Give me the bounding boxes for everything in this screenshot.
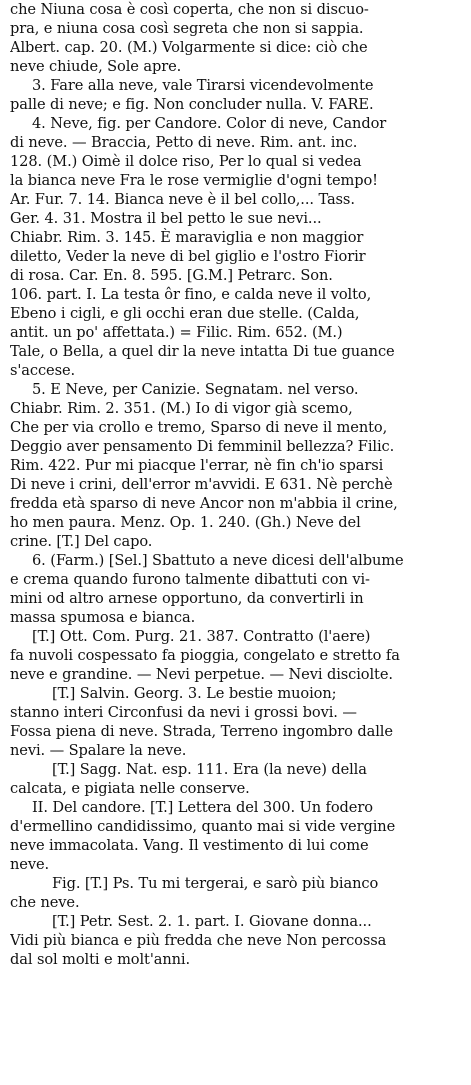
text-line: neve e grandine. — Nevi perpetue. — Nevi disciolte. <box>10 666 393 683</box>
text-line: [T.] Salvin. Georg. 3. Le bestie muoion; <box>52 685 337 702</box>
text-line: [T.] Sagg. Nat. esp. 111. Era (la neve) della <box>52 761 367 778</box>
text-line: Di neve i crini, dell'error m'avvidi. E 631. Nè perchè <box>10 476 393 493</box>
text-line: 106. part. I. La testa ôr fino, e calda neve il volto, <box>10 286 372 303</box>
text-line: Ar. Fur. 7. 14. Bianca neve è il bel collo,... Tass. <box>10 191 355 208</box>
text-line: Fossa piena di neve. Strada, Terreno ingombro dalle <box>10 723 393 740</box>
text-line: mini od altro arnese opportuno, da convertirli in <box>10 590 364 607</box>
text-line: diletto, Veder la neve di bel giglio e l'ostro Fiorir <box>10 248 366 265</box>
text-line: fredda età sparso di neve Ancor non m'abbia il crine, <box>10 495 398 512</box>
text-line: stanno interi Circonfusi da nevi i grossi bovi. — <box>10 704 357 721</box>
text-line: [T.] Ott. Com. Purg. 21. 387. Contratto (l'aere) <box>32 628 371 645</box>
text-line: che Niuna cosa è così coperta, che non si discuo- <box>10 1 369 18</box>
text-line: II. Del candore. [T.] Lettera del 300. Un fodero <box>32 799 373 816</box>
text-line: dal sol molti e molt'anni. <box>10 951 191 968</box>
text-line: palle di neve; e fig. Non concluder nulla. V. FARE. <box>10 96 374 113</box>
text-line: Chiabr. Rim. 3. 145. È maraviglia e non maggior <box>10 229 364 246</box>
text-line: nevi. — Spalare la neve. <box>10 742 187 759</box>
text-line: e crema quando furono talmente dibattuti con vi- <box>10 571 370 588</box>
text-line: di rosa. Car. En. 8. 595. [G.M.] Petrarc. Son. <box>10 267 333 284</box>
text-line: Chiabr. Rim. 2. 351. (M.) Io di vigor già scemo, <box>10 400 353 417</box>
text-line: Tale, o Bella, a quel dir la neve intatta Di tue guance <box>10 343 395 360</box>
text-line: ho men paura. Menz. Op. 1. 240. (Gh.) Neve del <box>10 514 361 531</box>
text-line: la bianca neve Fra le rose vermiglie d'ogni tempo! <box>10 172 378 189</box>
text-line: 128. (M.) Oimè il dolce riso, Per lo qual si vedea <box>10 153 362 170</box>
text-line: neve immacolata. Vang. Il vestimento di lui come <box>10 837 369 854</box>
text-line: calcata, e pigiata nelle conserve. <box>10 780 250 797</box>
text-line: Vidi più bianca e più fredda che neve Non percossa <box>10 932 387 949</box>
text-line: 4. Neve, fig. per Candore. Color di neve, Candor <box>32 115 387 132</box>
text-line: Ger. 4. 31. Mostra il bel petto le sue nevi... <box>10 210 322 227</box>
text-line: antit. un po' affettata.) = Filic. Rim. 652. (M.) <box>10 324 343 341</box>
text-line: Rim. 422. Pur mi piacque l'errar, nè fin ch'io sparsi <box>10 457 384 474</box>
text-line: 6. (Farm.) [Sel.] Sbattuto a neve dicesi dell'albume <box>32 552 404 569</box>
text-line: Che per via crollo e tremo, Sparso di neve il mento, <box>10 419 388 436</box>
text-line: neve. <box>10 856 50 873</box>
text-line: fa nuvoli cospessato fa pioggia, congelato e stretto fa <box>10 647 400 664</box>
text-line: Albert. cap. 20. (M.) Volgarmente si dice: ciò che <box>10 39 368 56</box>
text-line: massa spumosa e bianca. <box>10 609 196 626</box>
text-line: Deggio aver pensamento Di femminil bellezza? Filic. <box>10 438 395 455</box>
text-line: pra, e niuna cosa così segreta che non si sappia. <box>10 20 364 37</box>
text-line: di neve. — Braccia, Petto di neve. Rim. ant. inc. <box>10 134 358 151</box>
text-line: d'ermellino candidissimo, quanto mai si vide vergine <box>10 818 396 835</box>
text-line: [T.] Petr. Sest. 2. 1. part. I. Giovane donna... <box>52 913 372 930</box>
text-line: 5. E Neve, per Canizie. Segnatam. nel verso. <box>32 381 359 398</box>
text-line: crine. [T.] Del capo. <box>10 533 153 550</box>
text-line: Ebeno i cigli, e gli occhi eran due stelle. (Calda, <box>10 305 360 322</box>
text-line: s'accese. <box>10 362 76 379</box>
text-line: Fig. [T.] Ps. Tu mi tergerai, e sarò più bianco <box>52 875 379 892</box>
text-line: che neve. <box>10 894 80 911</box>
text-line: neve chiude, Sole apre. <box>10 58 182 75</box>
text-line: 3. Fare alla neve, vale Tirarsi vicendevolmente <box>32 77 374 94</box>
